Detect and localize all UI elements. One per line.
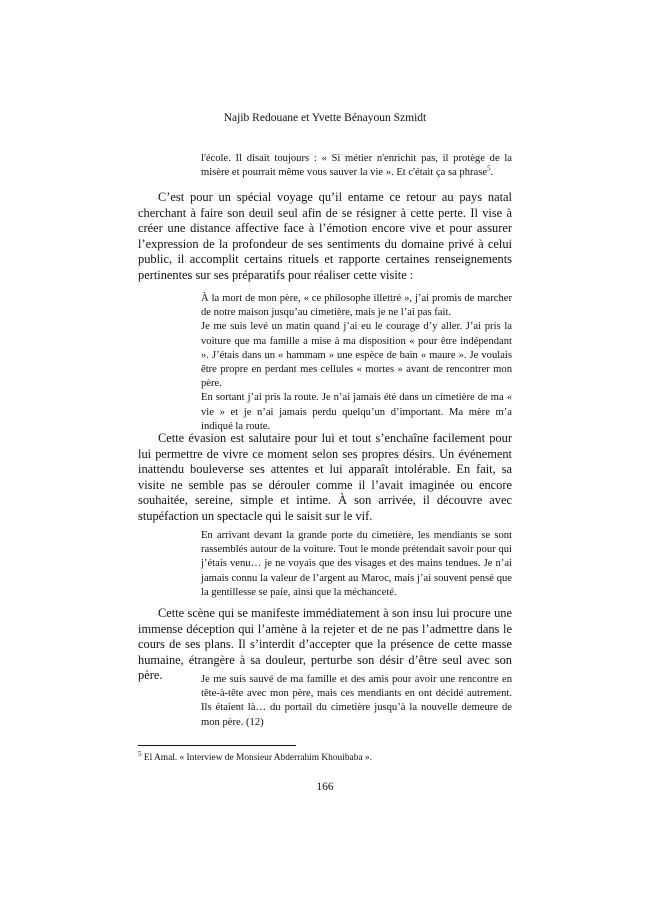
footnote [138,749,512,764]
footnote-rule [138,745,296,746]
block-quote-3 [201,673,512,730]
block-quote-top [201,152,512,180]
quote-1-part-2: Je me suis levé un matin quand j’ai eu le courage d’y aller. J’ai pris la voiture que ma famille a mise à ma disposition « pour être indépendant ». J’étais dans un « hammam » une espèce de bain « maure ». Je voulais être propre en perdant mes cellules « mortes » avant de rencontrer mon père. [201,321,512,390]
paragraph-2: Cette évasion est salutaire pour lui et tout s’enchaîne facilement pour lui permettre de vivre ce moment selon ses propres désirs. Un événement inattendu bouleverse ses attentes et lui apparaît intolérable. En fait, sa visite ne semble pas se dérouler comme il l’avait imaginée ou encore souhaitée, sereine, simple et intime. À son arrivée, il découvre avec stupéfaction un spectacle qui le saisit sur le vif. [138,431,512,523]
running-title: Najib Redouane et Yvette Bénayoun Szmidt [223,112,427,124]
footnote-reference: 5 [487,164,491,173]
footnote-number: 5 [138,749,142,758]
block-quote-2 [201,529,512,600]
quote-1-part-1: À la mort de mon père, « ce philosophe illettré », j’ai promis de marcher de notre maison jusqu’au cimetière, mais je ne l’ai pas fait. [201,293,512,319]
quote-top-end: . [490,167,494,179]
page-number: 166 [316,781,334,793]
quote-2-text: En arrivant devant la grande porte du cimetière, les mendiants se sont rassemblés autour de la voiture. Tout le monde prétendait savoir pour qui j’étais venu… je ne voyais que des visages et des mains tendues. Je n’ai jamais connu la valeur de l’argent au Maroc, mais j’ai souvent pensé que la gentillesse se paie, ainsi que la méchanceté. [201,530,512,598]
paragraph-3: Cette scène qui se manifeste immédiatement à son insu lui procure une immense déception qui l’amène à la rejeter et de ne pas l’admettre dans le cours de ses plans. Il s’interdit d’accepter que la présence de cette masse humaine, étrangère à sa douleur, perturbe son désir d’être seul avec son père. [138,606,512,683]
quote-3-text: Je me suis sauvé de ma famille et des amis pour avoir une rencontre en tête-à-tête avec mon père, mais ces mendiants en ont décidé autrement. Ils étaient là… du portail du cimetière jusqu’à la nouvelle demeure de mon père. (12) [201,674,512,728]
footnote-text: El Amal. « Interview de Monsieur Abderrahim Khouibaba ». [141,753,372,763]
block-quote-1 [201,292,512,434]
quote-1-part-3: En sortant j’ai pris la route. Je n’ai jamais été dans un cimetière de ma « vie » et je n’ai jamais perdu quelqu’un d’important. Ma mère m’a indiqué la route. [201,392,512,432]
quote-top-text: l'école. Il disait toujours : « Si métier n'enrichit pas, il protège de la misère et pourrait même vous sauver la vie ». Et c'était ça sa phrase [201,153,512,179]
paragraph-1: C’est pour un spécial voyage qu’il entame ce retour au pays natal cherchant à faire son deuil seul afin de se résigner à cette perte. Il vise à créer une distance affective face à l’émotion encore vive et pour assurer l’expression de la profondeur de ses sentiments du domaine privé à celui public, il accomplit certains rituels et rapporte certaines renseignements pertinentes sur ses préparatifs pour réaliser cette visite : [138,190,512,282]
